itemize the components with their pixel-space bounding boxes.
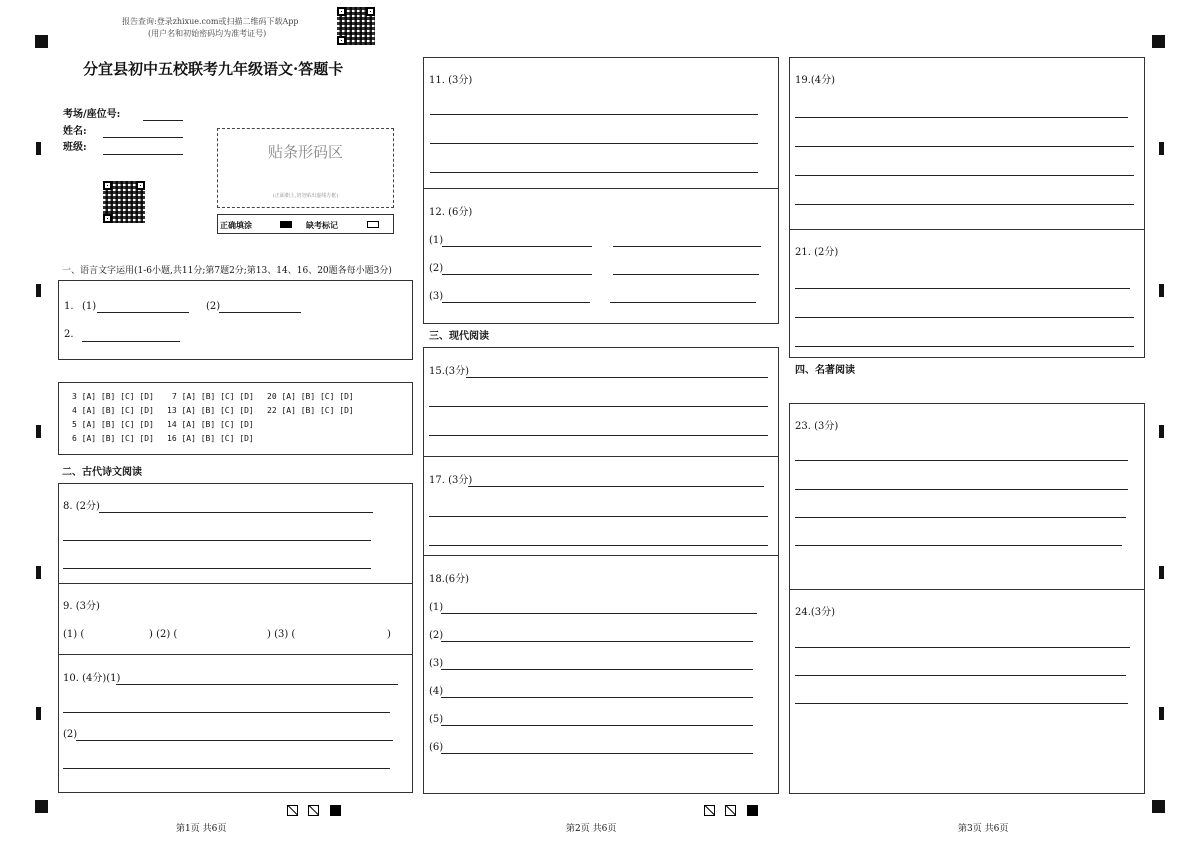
q12-box [423,188,779,324]
q23-box [789,403,1145,590]
q8-box [58,483,413,584]
section-1-heading: 一、语言文字运用(1-6小题,共11分;第7题2分;第13、14、16、20题各每小题3分) [62,266,392,276]
section-2-heading: 二、古代诗文阅读 [62,467,142,478]
q24-box [789,589,1145,794]
q15-line-2[interactable] [429,406,768,407]
page-2-marker-filled [747,805,758,816]
choice-q22[interactable]: 22 [A] [B] [C] [D] [267,406,354,415]
q19-label: 19.(4分) [795,75,836,86]
q11-box [423,57,779,189]
q2-label: 2. [64,329,74,340]
q10-line-2[interactable] [63,712,390,713]
q10-part2-label: (2) [63,729,78,740]
q21-line-1[interactable] [795,288,1130,289]
page-2-marker-slashed [725,805,736,816]
q18-part1-line[interactable] [441,613,757,614]
q21-line-2[interactable] [795,317,1134,318]
q23-label: 23. (3分) [795,421,839,432]
section-1-answer-box [58,280,413,360]
absent-mark-checkbox[interactable] [367,221,379,228]
corner-mark-bottom-left [35,800,48,813]
q23-line-4[interactable] [795,545,1122,546]
choice-q7[interactable]: 7 [A] [B] [C] [D] [172,392,254,401]
q19-line-4[interactable] [795,204,1134,205]
q18-box [423,555,779,794]
q24-label: 24.(3分) [795,607,836,618]
timing-mark [36,707,41,720]
seat-number-field[interactable] [143,120,183,121]
q23-line-3[interactable] [795,517,1126,518]
q18-part3-label: (3) [429,658,444,669]
seat-number-label: 考场/座位号: [63,109,121,120]
q17-line-2[interactable] [429,516,768,517]
q18-part5-line[interactable] [441,725,753,726]
corner-mark-top-right [1152,35,1165,48]
q10-label: 10. (4分)(1) [63,673,121,684]
barcode-area[interactable] [217,128,394,208]
q12-part2-label: (2) [429,263,444,274]
timing-mark [1159,707,1164,720]
student-qr-code [103,181,145,223]
q9-box [58,583,413,655]
corner-mark-top-left [35,35,48,48]
choice-q6[interactable]: 6 [A] [B] [C] [D] [72,434,154,443]
section-3-heading: 三、现代阅读 [429,331,489,342]
q12-part1-label: (1) [429,235,444,246]
page-1-marker-filled [330,805,341,816]
q18-label: 18.(6分) [429,574,470,585]
report-qr-code[interactable] [337,7,375,45]
q10-line-3[interactable] [76,740,393,741]
q21-box [789,229,1145,358]
q24-line-2[interactable] [795,675,1126,676]
report-query-line: 报告查询:登录zhixue.com或扫描二维码下载App [122,17,299,26]
q18-part6-label: (6) [429,742,444,753]
q12-label: 12. (6分) [429,207,473,218]
absent-mark-label: 缺考标记 [306,220,338,230]
q9-part3-open[interactable]: ) (3) ( [267,629,296,640]
q9-part1-open[interactable]: (1) ( [63,629,85,640]
barcode-note: (正面朝上,切勿贴出虚线方框) [272,193,339,199]
timing-mark [36,142,41,155]
q19-line-1[interactable] [795,117,1128,118]
q8-line-1[interactable] [99,512,373,513]
choice-q16[interactable]: 16 [A] [B] [C] [D] [167,434,254,443]
q9-part2-open[interactable]: ) (2) ( [149,629,178,640]
page-1-marker-slashed [308,805,319,816]
q12-part2-line-b[interactable] [613,274,759,275]
q23-line-2[interactable] [795,489,1128,490]
timing-mark [1159,566,1164,579]
q18-part6-line[interactable] [441,753,753,754]
q18-part3-line[interactable] [441,669,753,670]
q10-line-1[interactable] [116,684,398,685]
timing-mark [36,425,41,438]
page-3-footer: 第3页 共6页 [958,824,1009,834]
q19-line-3[interactable] [795,175,1134,176]
q18-part2-line[interactable] [441,641,753,642]
timing-mark [36,284,41,297]
q12-part2-line-a[interactable] [442,274,592,275]
q8-line-2[interactable] [63,540,371,541]
q18-part4-label: (4) [429,686,444,697]
class-label: 班级: [63,142,87,153]
q17-box [423,456,779,556]
fill-legend [217,214,394,234]
q9-close: ) [387,629,391,640]
q10-line-4[interactable] [63,768,390,769]
q18-part2-label: (2) [429,630,444,641]
choice-q4[interactable]: 4 [A] [B] [C] [D] [72,406,154,415]
corner-mark-bottom-right [1152,800,1165,813]
choice-q5[interactable]: 5 [A] [B] [C] [D] [72,420,154,429]
q21-line-3[interactable] [795,346,1134,347]
q2-line[interactable] [82,341,180,342]
choice-q20[interactable]: 20 [A] [B] [C] [D] [267,392,354,401]
q11-line-1[interactable] [430,114,758,115]
choice-q14[interactable]: 14 [A] [B] [C] [D] [167,420,254,429]
timing-mark [36,566,41,579]
page-2-marker-slashed [704,805,715,816]
q17-line-1[interactable] [468,486,764,487]
q17-line-3[interactable] [429,545,768,546]
section-4-heading: 四、名著阅读 [795,365,855,376]
timing-mark [1159,425,1164,438]
q19-line-2[interactable] [795,146,1134,147]
q1-label: 1. [64,301,74,312]
q18-part4-line[interactable] [441,697,753,698]
q1-part1-line[interactable] [97,312,189,313]
report-query-note: (用户名和初始密码均为准考证号) [148,29,267,38]
name-label: 姓名: [63,126,87,137]
q1-part2-label: (2) [206,301,221,312]
q12-part3-line-b[interactable] [610,302,756,303]
choice-q13[interactable]: 13 [A] [B] [C] [D] [167,406,254,415]
q24-line-3[interactable] [795,703,1128,704]
q15-line-3[interactable] [429,435,768,436]
q12-part3-label: (3) [429,291,444,302]
q15-label: 15.(3分) [429,366,470,377]
q17-label: 17. (3分) [429,475,473,486]
q19-box [789,57,1145,230]
page-1-footer: 第1页 共6页 [176,824,227,834]
choice-q3[interactable]: 3 [A] [B] [C] [D] [72,392,154,401]
q8-line-3[interactable] [63,568,371,569]
q11-line-2[interactable] [430,143,758,144]
q18-part5-label: (5) [429,714,444,725]
correct-fill-sample [280,221,292,228]
correct-fill-label: 正确填涂 [220,220,252,230]
q11-line-3[interactable] [430,172,758,173]
q1-part2-line[interactable] [219,312,301,313]
choice-answer-box [58,382,413,455]
q8-label: 8. (2分) [63,501,100,512]
page-1-marker-slashed [287,805,298,816]
q21-label: 21. (2分) [795,247,839,258]
timing-mark [1159,284,1164,297]
q24-line-1[interactable] [795,647,1130,648]
page-title: 分宜县初中五校联考九年级语文·答题卡 [83,60,344,78]
q15-box [423,347,779,457]
q12-part1-line-a[interactable] [442,246,592,247]
q10-box [58,654,413,793]
q12-part3-line-a[interactable] [442,302,590,303]
q23-line-1[interactable] [795,460,1128,461]
timing-mark [1159,142,1164,155]
q11-label: 11. (3分) [429,75,473,86]
barcode-title: 贴条形码区 [267,143,343,161]
q12-part1-line-b[interactable] [613,246,761,247]
q9-label: 9. (3分) [63,601,100,612]
name-field[interactable] [103,137,183,138]
q1-part1-label: (1) [82,301,97,312]
q18-part1-label: (1) [429,602,444,613]
page-2-footer: 第2页 共6页 [566,824,617,834]
q15-line-1[interactable] [466,377,768,378]
class-field[interactable] [103,154,183,155]
